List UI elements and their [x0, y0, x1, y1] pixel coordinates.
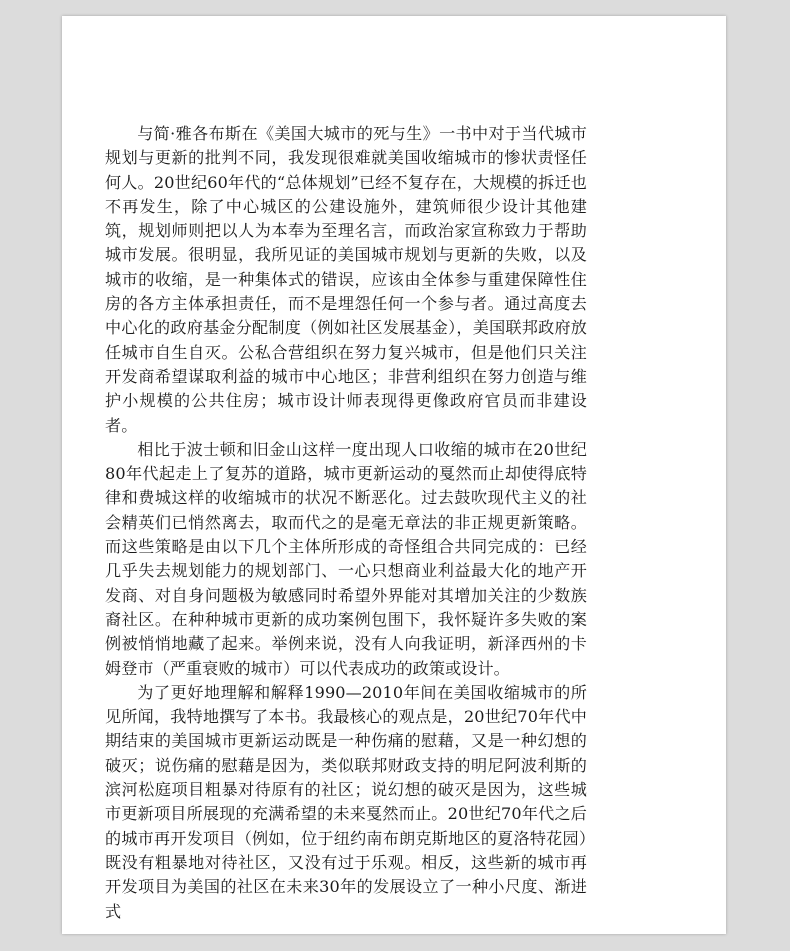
paragraph-3: 为了更好地理解和解释1990—2010年间在美国收缩城市的所见所闻，我特地撰写了本书。我最核心的观点是，20世纪70年代中期结束的美国城市更新运动既是一种伤痛的慰藉，又是一种幻想的破灭；说伤痛的慰藉是因为，类似联邦财政支持的明尼阿波利斯的滨河松庭项目粗暴对待原有的社区；说幻想的破灭是因为，这些城市更新项目所展现的充满希望的未来戛然而止。20世纪70年代之后的城市再开发项目（例如，位于纽约南布朗克斯地区的夏洛特花园）既没有粗暴地对待社区，又没有过于乐观。相反，这些新的城市再开发项目为美国的社区在未来30年的发展设立了一种小尺度、渐进式 — [105, 682, 587, 921]
body-text — [105, 122, 587, 924]
paragraph-1: 与简·雅各布斯在《美国大城市的死与生》一书中对于当代城市规划与更新的批判不同，我发现很难就美国收缩城市的惨状责怪任何人。20世纪60年代的“总体规划”已经不复存在，大规模的拆迁也不再发生，除了中心城区的公建设施外，建筑师很少设计其他建筑，规划师则把以人为本奉为至理名言，而政治家宣称致力于帮助城市发展。很明显，我所见证的美国城市规划与更新的失败，以及城市的收缩，是一种集体式的错误，应该由全体参与重建保障性住房的各方主体承担责任，而不是埋怨任何一个参与者。通过高度去中心化的政府基金分配制度（例如社区发展基金），美国联邦政府放任城市自生自灭。公私合营组织在努力复兴城市，但是他们只关注开发商希望谋取利益的城市中心地区；非营利组织在努力创造与维护小规模的公共住房；城市设计师表现得更像政府官员而非建设者。 — [105, 124, 587, 435]
paragraph-2: 相比于波士顿和旧金山这样一度出现人口收缩的城市在20世纪80年代起走上了复苏的道路，城市更新运动的戛然而止却使得底特律和费城这样的收缩城市的状况不断恶化。过去鼓吹现代主义的社会精英们已悄然离去，取而代之的是毫无章法的非正规更新策略。而这些策略是由以下几个主体所形成的奇怪组合共同完成的：已经几乎失去规划能力的规划部门、一心只想商业利益最大化的地产开发商、对自身问题极为敏感同时希望外界能对其增加关注的少数族裔社区。在种种城市更新的成功案例包围下，我怀疑许多失败的案例被悄悄地藏了起来。举例来说，没有人向我证明，新泽西州的卡姆登市（严重衰败的城市）可以代表成功的政策或设计。 — [105, 439, 587, 678]
